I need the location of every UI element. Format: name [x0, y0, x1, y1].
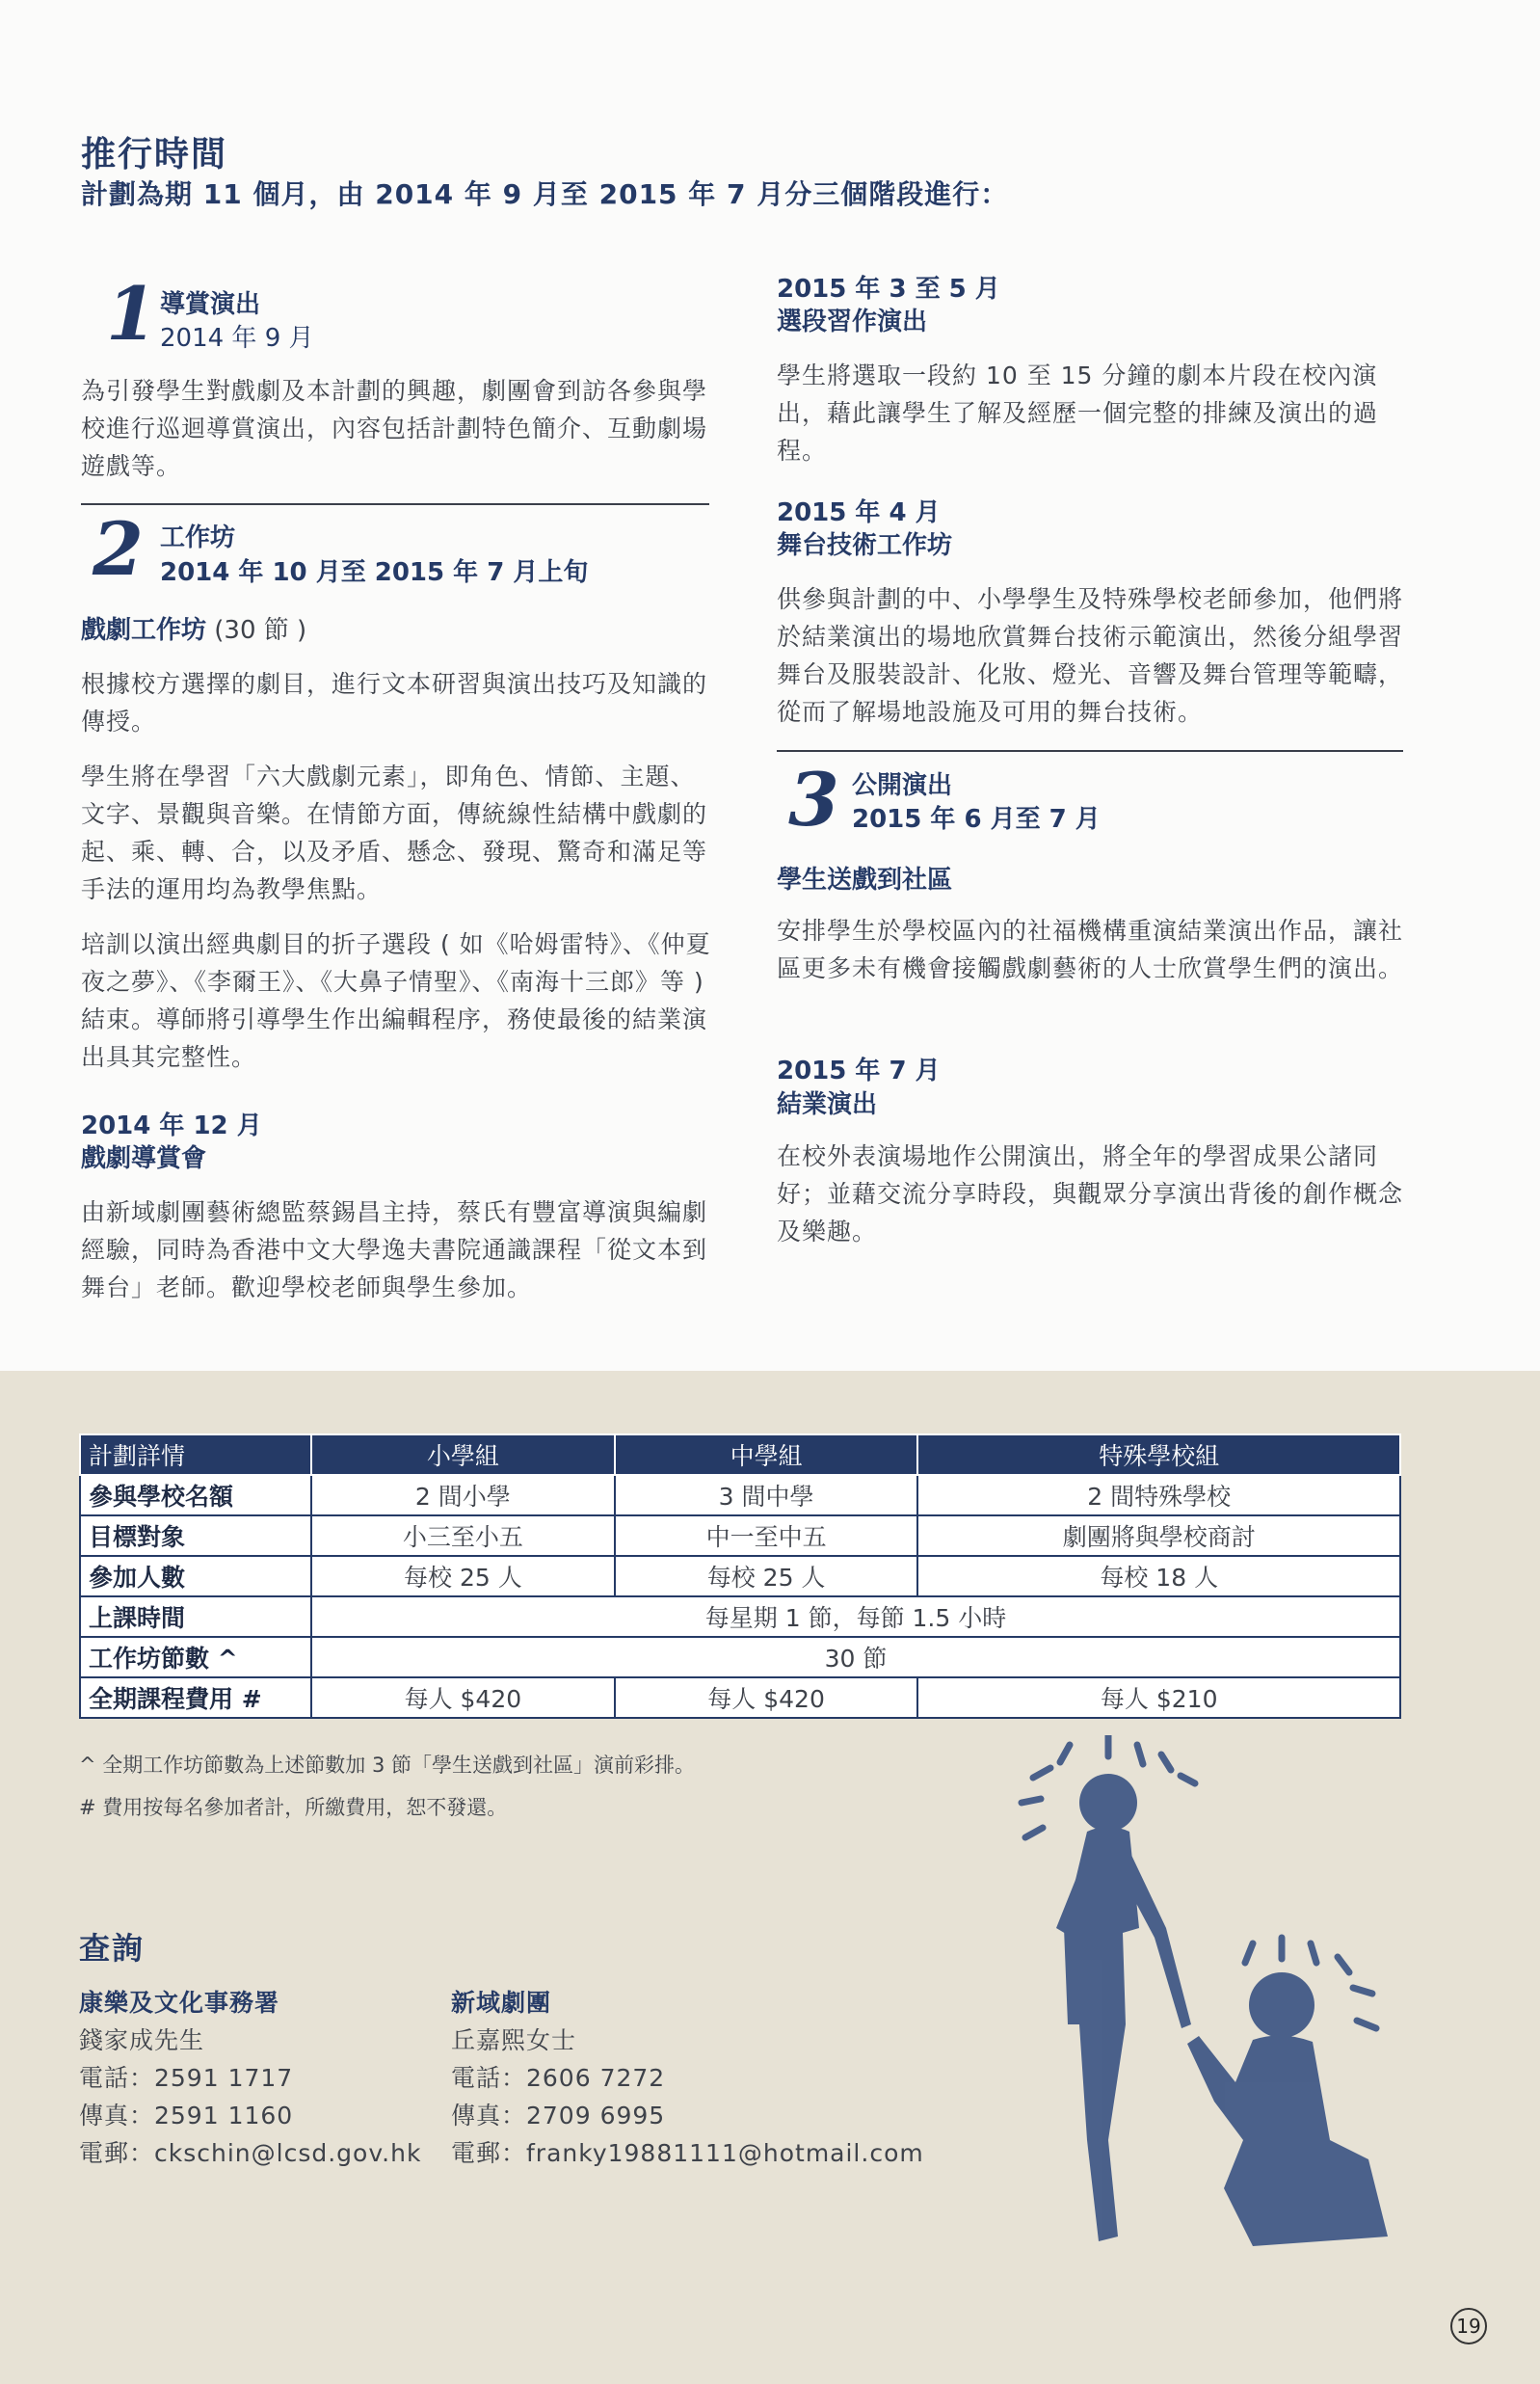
prospects-contact [451, 1984, 924, 2172]
table-header-row [80, 1434, 1400, 1475]
prospects-org: 新域劇團 [451, 1989, 552, 2017]
table-cell: 30 節 [311, 1637, 1400, 1677]
stage-2-date: 2014 年 10 月至 2015 年 7 月上旬 [160, 558, 589, 587]
table-cell: 每人 $420 [311, 1677, 615, 1718]
table-cell: 小三至小五 [311, 1515, 615, 1556]
tech-title: 舞台技術工作坊 [777, 531, 953, 560]
table-cell: 中一至中五 [615, 1515, 918, 1556]
table-cell: 每校 25 人 [615, 1556, 918, 1596]
row-label: 參與學校名額 [80, 1475, 311, 1515]
stage-1-date: 2014 年 9 月 [160, 324, 314, 353]
table-row [80, 1677, 1400, 1718]
page-subtitle: 計劃為期 11 個月，由 2014 年 9 月至 2015 年 7 月分三個階段進行： [81, 178, 1009, 210]
lcsd-name: 錢家成先生 [79, 2026, 205, 2054]
stage-1-number: 1 [106, 271, 157, 357]
stage-1-body: 為引發學生對戲劇及本計劃的興趣，劇團會到訪各參與學校進行巡迴導賞演出，內容包括計劃特色簡介、互動劇場遊戲等。 [81, 377, 708, 480]
table-cell: 每人 $210 [917, 1677, 1400, 1718]
excerpt-title: 選段習作演出 [777, 308, 928, 336]
table-header-cell: 特殊學校組 [917, 1434, 1400, 1475]
table-cell: 每校 25 人 [311, 1556, 615, 1596]
table-cell: 劇團將與學校商討 [917, 1515, 1400, 1556]
tech-date: 2015 年 4 月 [777, 498, 941, 527]
workshop-title: 戲劇工作坊 [81, 616, 207, 645]
table-row [80, 1475, 1400, 1515]
seminar-title: 戲劇導賞會 [81, 1144, 207, 1173]
footnote-sessions: ^ 全期工作坊節數為上述節數加 3 節「學生送戲到社區」演前彩排。 [79, 1754, 695, 1777]
lcsd-email: 電郵：ckschin@lcsd.gov.hk [79, 2139, 422, 2167]
footnote-fees: # 費用按每名參加者計，所繳費用，恕不發還。 [79, 1796, 508, 1819]
lcsd-tel: 電話：2591 1717 [79, 2064, 294, 2092]
plan-details-table [79, 1433, 1401, 1719]
table-header-cell: 計劃詳情 [80, 1434, 311, 1475]
workshop-p3: 培訓以演出經典劇目的折子選段 ( 如《哈姆雷特》、《仲夏夜之夢》、《李爾王》、《大鼻子情聖》、《南海十三郎》等 ) 結束。導師將引導學生作出編輯程序，務使最後的結業演出具其完整性。 [81, 930, 711, 1071]
stage-1-title: 導賞演出 [160, 290, 261, 319]
row-label: 目標對象 [80, 1515, 311, 1556]
divider [81, 503, 709, 505]
workshop-p2: 學生將在學習「六大戲劇元素」，即角色、情節、主題、文字、景觀與音樂。在情節方面，傳統線性結構中戲劇的起、乘、轉、合，以及矛盾、懸念、發現、驚奇和滿足等手法的運用均為教學焦點。 [81, 763, 708, 903]
workshop-count: (30 節 ) [214, 616, 307, 645]
community-title: 學生送戲到社區 [777, 866, 953, 895]
performers-illustration [964, 1735, 1426, 2275]
row-label: 工作坊節數 ^ [80, 1637, 311, 1677]
community-body: 安排學生於學校區內的社福機構重演結業演出作品，讓社區更多未有機會接觸戲劇藝術的人士欣賞學生們的演出。 [777, 917, 1404, 982]
table-header-cell: 小學組 [311, 1434, 615, 1475]
page-title: 推行時間 [81, 135, 228, 174]
page-number: 19 [1450, 2308, 1487, 2344]
tech-body: 供參與計劃的中、小學學生及特殊學校老師參加，他們將於結業演出的場地欣賞舞台技術示範演出，然後分組學習舞台及服裝設計、化妝、燈光、音響及舞台管理等範疇，從而了解場地設施及可用的舞台技術。 [777, 585, 1404, 726]
workshop-heading [81, 613, 306, 648]
divider [777, 750, 1403, 752]
final-body: 在校外表演場地作公開演出，將全年的學習成果公諸同好；並藉交流分享時段，與觀眾分享演出背後的創作概念及樂趣。 [777, 1142, 1404, 1246]
table-row [80, 1596, 1400, 1637]
enquiry-title: 查詢 [79, 1930, 146, 1967]
workshop-p1: 根據校方選擇的劇目，進行文本研習與演出技巧及知識的傳授。 [81, 670, 708, 736]
excerpt-body: 學生將選取一段約 10 至 15 分鐘的劇本片段在校內演出，藉此讓學生了解及經歷一個完整的排練及演出的過程。 [777, 362, 1379, 465]
prospects-tel: 電話：2606 7272 [451, 2064, 666, 2092]
lcsd-fax: 傳真：2591 1160 [79, 2102, 294, 2130]
lcsd-org: 康樂及文化事務署 [79, 1989, 280, 2017]
table-cell: 2 間小學 [311, 1475, 615, 1515]
table-cell: 2 間特殊學校 [917, 1475, 1400, 1515]
prospects-email: 電郵：franky19881111@hotmail.com [451, 2139, 924, 2167]
stage-3-date: 2015 年 6 月至 7 月 [852, 805, 1101, 834]
row-label: 上課時間 [80, 1596, 311, 1637]
stage-2-title: 工作坊 [160, 523, 236, 552]
table-cell: 3 間中學 [615, 1475, 918, 1515]
seminar-date: 2014 年 12 月 [81, 1112, 262, 1140]
stage-2-number: 2 [93, 506, 144, 592]
row-label: 參加人數 [80, 1556, 311, 1596]
table-cell: 每校 18 人 [917, 1556, 1400, 1596]
stage-3-title: 公開演出 [852, 771, 953, 800]
excerpt-date: 2015 年 3 至 5 月 [777, 275, 1000, 304]
prospects-fax: 傳真：2709 6995 [451, 2102, 666, 2130]
lcsd-contact [79, 1984, 421, 2172]
seminar-body: 由新域劇團藝術總監蔡錫昌主持，蔡氏有豐富導演與編劇經驗，同時為香港中文大學逸夫書院通識課程「從文本到舞台」老師。歡迎學校老師與學生參加。 [81, 1198, 708, 1301]
table-cell: 每星期 1 節，每節 1.5 小時 [311, 1596, 1400, 1637]
table-row [80, 1515, 1400, 1556]
row-label: 全期課程費用 # [80, 1677, 311, 1718]
final-date: 2015 年 7 月 [777, 1057, 941, 1085]
prospects-name: 丘嘉熙女士 [451, 2026, 577, 2054]
table-row [80, 1556, 1400, 1596]
stage-3-number: 3 [788, 757, 839, 843]
table-header-cell: 中學組 [615, 1434, 918, 1475]
table-row [80, 1637, 1400, 1677]
final-title: 結業演出 [777, 1090, 878, 1119]
table-cell: 每人 $420 [615, 1677, 918, 1718]
